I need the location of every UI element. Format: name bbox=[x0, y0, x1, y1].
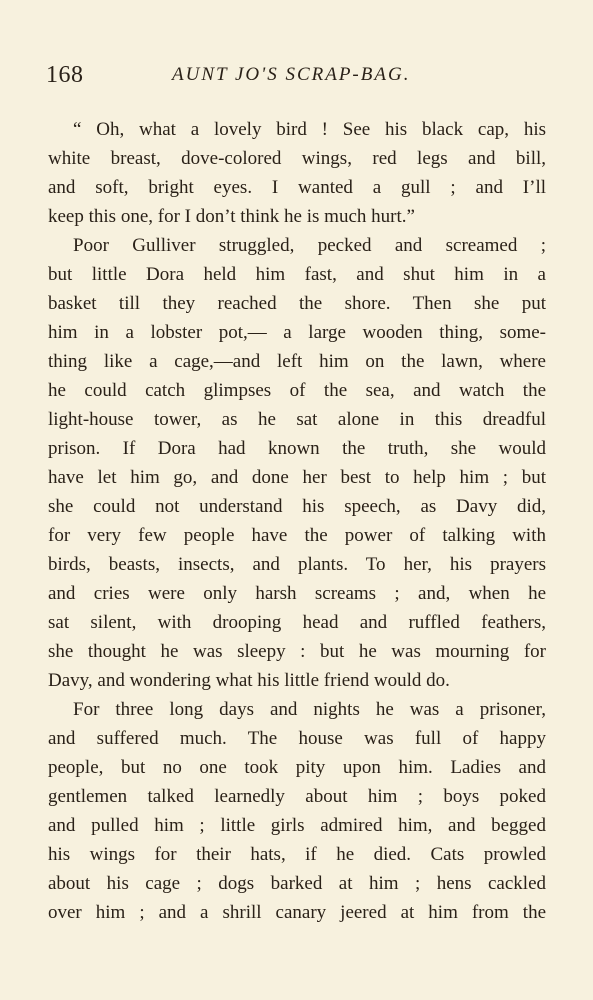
text-line: have let him go, and done her best to help him ; but bbox=[48, 467, 546, 488]
text-line: and cries were only harsh screams ; and, when he bbox=[48, 583, 546, 604]
text-line: light-house tower, as he sat alone in this dreadful bbox=[48, 409, 546, 430]
running-head bbox=[46, 58, 546, 92]
text-line: over him ; and a shrill canary jeered at him from the bbox=[48, 902, 546, 923]
text-line: his wings for their hats, if he died. Cats prowled bbox=[48, 844, 546, 865]
text-line: and pulled him ; little girls admired him, and begged bbox=[48, 815, 546, 836]
text-line: and suffered much. The house was full of happy bbox=[48, 728, 546, 749]
text-line: keep this one, for I don’t think he is much hurt.” bbox=[48, 206, 415, 227]
text-line: about his cage ; dogs barked at him ; hens cackled bbox=[48, 873, 546, 894]
page-number: 168 bbox=[46, 62, 84, 88]
text-line: Davy, and wondering what his little friend would do. bbox=[48, 670, 450, 691]
text-line: Poor Gulliver struggled, pecked and screamed ; bbox=[73, 235, 546, 256]
text-line: people, but no one took pity upon him. Ladies and bbox=[48, 757, 546, 778]
text-line: prison. If Dora had known the truth, she would bbox=[48, 438, 546, 459]
text-line: thing like a cage,—and left him on the lawn, where bbox=[48, 351, 546, 372]
text-line: for very few people have the power of talking with bbox=[48, 525, 546, 546]
text-line: and soft, bright eyes. I wanted a gull ; and I’ll bbox=[48, 177, 546, 198]
body-text bbox=[48, 115, 546, 927]
text-line: gentlemen talked learnedly about him ; boys poked bbox=[48, 786, 546, 807]
text-line: she could not understand his speech, as Davy did, bbox=[48, 496, 546, 517]
text-line: him in a lobster pot,— a large wooden thing, some- bbox=[48, 322, 546, 343]
text-line: sat silent, with drooping head and ruffled feathers, bbox=[48, 612, 546, 633]
text-line: but little Dora held him fast, and shut him in a bbox=[48, 264, 546, 285]
text-line: birds, beasts, insects, and plants. To her, his prayers bbox=[48, 554, 546, 575]
text-line: “ Oh, what a lovely bird ! See his black cap, his bbox=[73, 119, 546, 140]
text-line: he could catch glimpses of the sea, and watch the bbox=[48, 380, 546, 401]
text-line: For three long days and nights he was a prisoner, bbox=[73, 699, 546, 720]
text-line: basket till they reached the shore. Then she put bbox=[48, 293, 546, 314]
text-line: white breast, dove-colored wings, red legs and bill, bbox=[48, 148, 546, 169]
running-title: AUNT JO'S SCRAP-BAG. bbox=[172, 64, 411, 85]
text-line: she thought he was sleepy : but he was mourning for bbox=[48, 641, 546, 662]
